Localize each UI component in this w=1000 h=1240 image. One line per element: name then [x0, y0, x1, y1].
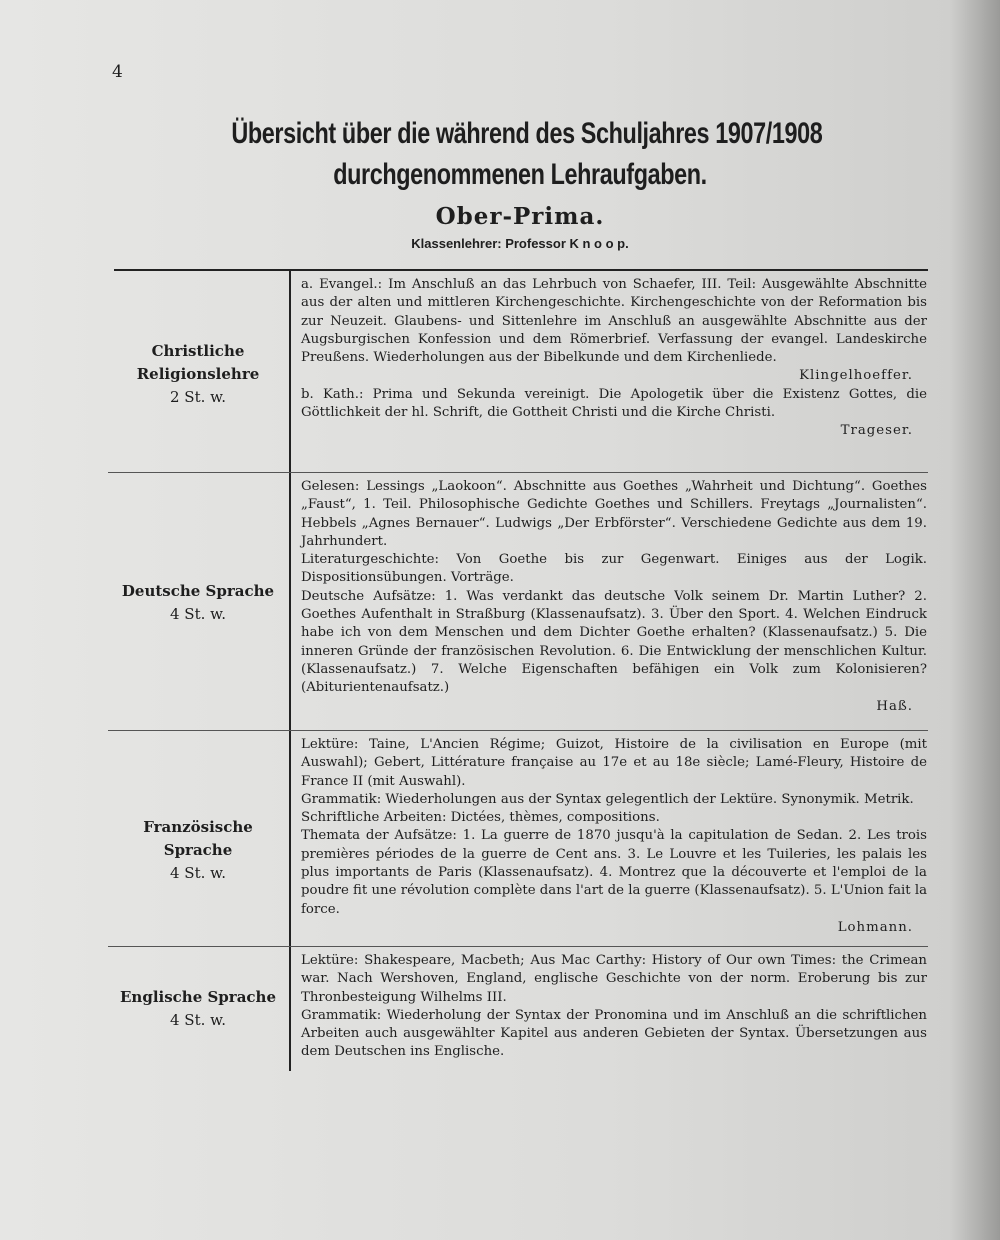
subject-name: Religionslehre — [136, 365, 260, 383]
teacher-signature: Klingelhoeffer. — [799, 368, 913, 384]
content-english — [301, 952, 927, 1062]
subject-hours: 4 St. w. — [170, 605, 226, 623]
teacher-signature: Haß. — [876, 698, 913, 714]
teacher-signature: Lohmann. — [837, 919, 913, 935]
subject-german — [108, 580, 288, 626]
subject-hours: 2 St. w. — [170, 388, 226, 406]
content-paragraph: Grammatik: Wiederholung der Syntax der Pronomina und im Anschluß an die schriftlichen Arbeiten auch ausgewählter Kapitel aus anderen Gebieten der Syntax. Übersetzungen aus dem Deutschen ins Englische. — [301, 1007, 927, 1060]
content-paragraph: a. Evangel.: Im Anschluß an das Lehrbuch von Schaefer, III. Teil: Ausgewählte Abschnitte aus der alten und mittleren Kirchengeschichte. Kirchengeschichte von der Reformation bis zur Neuzeit. Glaubens- und Sittenlehre im Anschluß an ausgewählte Abschnitte aus der Augsburgischen Konfession und dem Römerbrief. Verfassung der evangel. Landeskirche Preußens. Wiederholungen aus der Bibelkunde und dem Kirchenliede. — [301, 277, 927, 366]
teacher-signature: Trageser. — [840, 423, 913, 439]
content-paragraph: Deutsche Aufsätze: 1. Was verdankt das deutsche Volk seinem Dr. Martin Luther? 2. Goethes Aufenthalt in Straßburg (Klassenaufsatz). 3. Über den Sport. 4. Welchen Eindruck habe ich von dem Menschen und dem Dichter Goethe erhalten? (Klassenaufsatz.) 5. Die inneren Gründe der französischen Revolution. 6. Die Entwicklung der menschlichen Kultur. (Klassenaufsatz.) 7. Welche Eigenschaften befähigen ein Volk zum Kolonisieren? (Abiturientenaufsatz.) — [301, 588, 927, 696]
content-paragraph: Gelesen: Lessings „Laokoon“. Abschnitte aus Goethes „Wahrheit und Dichtung“. Goethes „Faust“, 1. Teil. Philosophische Gedichte Goethes und Schillers. Freytags „Journalisten“. Hebbels „Agnes Bernauer“. Ludwigs „Der Erbförster“. Verschiedene Gedichte aus dem 19. Jahrhundert. — [301, 479, 927, 549]
content-paragraph: Literaturgeschichte: Von Goethe bis zur Gegenwart. Einiges aus der Logik. Dispositionsübungen. Vorträge. — [301, 552, 927, 586]
content-paragraph: Lektüre: Taine, L'Ancien Régime; Guizot, Histoire de la civilisation en Europe (mit Auswahl); Gebert, Littérature française au 17e et au 18e siècle; Lamé-Fleury, Histoire de France II (mit Auswahl). — [301, 737, 927, 789]
subject-french — [108, 816, 288, 885]
content-paragraph: Grammatik: Wiederholungen aus der Syntax gelegentlich der Lektüre. Synonymik. Metrik. — [301, 791, 914, 807]
content-paragraph: Themata der Aufsätze: 1. La guerre de 1870 jusqu'à la capitulation de Sedan. 2. Les trois premières périodes de la guerre de Cent ans. 3. Le Louvre et les Tuileries, les palais les plus importants de Paris (Klassenaufsatz). 4. Montrez que la découverte et l'emploi de la poudre fit une révolution complète dans l'art de la guerre (Klassenaufsatz). 5. L'Union fait la force. — [301, 828, 927, 917]
content-french — [301, 736, 927, 937]
content-paragraph: b. Kath.: Prima und Sekunda vereinigt. Die Apologetik über die Existenz Gottes, die Göttlichkeit der hl. Schrift, die Gottheit Christi und die Kirche Christi. — [301, 386, 927, 421]
subject-name: Christliche — [151, 342, 245, 360]
section-divider — [108, 472, 928, 473]
content-religion — [301, 276, 927, 441]
class-name: Ober-Prima. — [435, 203, 605, 230]
content-paragraph: Schriftliche Arbeiten: Dictées, thèmes, compositions. — [301, 810, 660, 826]
table-column-divider — [289, 271, 291, 1071]
section-divider — [108, 730, 928, 731]
subject-hours: 4 St. w. — [170, 1011, 226, 1029]
subject-name: Englische Sprache — [120, 988, 276, 1006]
subject-religion — [108, 340, 288, 409]
table-top-rule — [114, 269, 928, 271]
page-title-line-1: Übersicht über die während des Schuljahres 1907/1908 — [231, 117, 823, 150]
subject-english — [108, 986, 288, 1032]
page-number: 4 — [112, 62, 123, 82]
subject-name: Deutsche Sprache — [121, 582, 275, 600]
section-divider — [108, 946, 928, 947]
class-teacher: Klassenlehrer: Professor K n o o p. — [411, 236, 629, 251]
subject-hours: 4 St. w. — [170, 864, 226, 882]
content-german — [301, 478, 927, 716]
subject-name: Französische Sprache — [143, 818, 253, 859]
content-paragraph: Lektüre: Shakespeare, Macbeth; Aus Mac Carthy: History of Our own Times: the Crimean war. Nach Wershoven, England, englische Geschichte von der norm. Eroberung bis zur Thronbesteigung Wilhelms III. — [301, 953, 927, 1005]
page-title-line-2: durchgenommenen Lehraufgaben. — [333, 158, 707, 191]
